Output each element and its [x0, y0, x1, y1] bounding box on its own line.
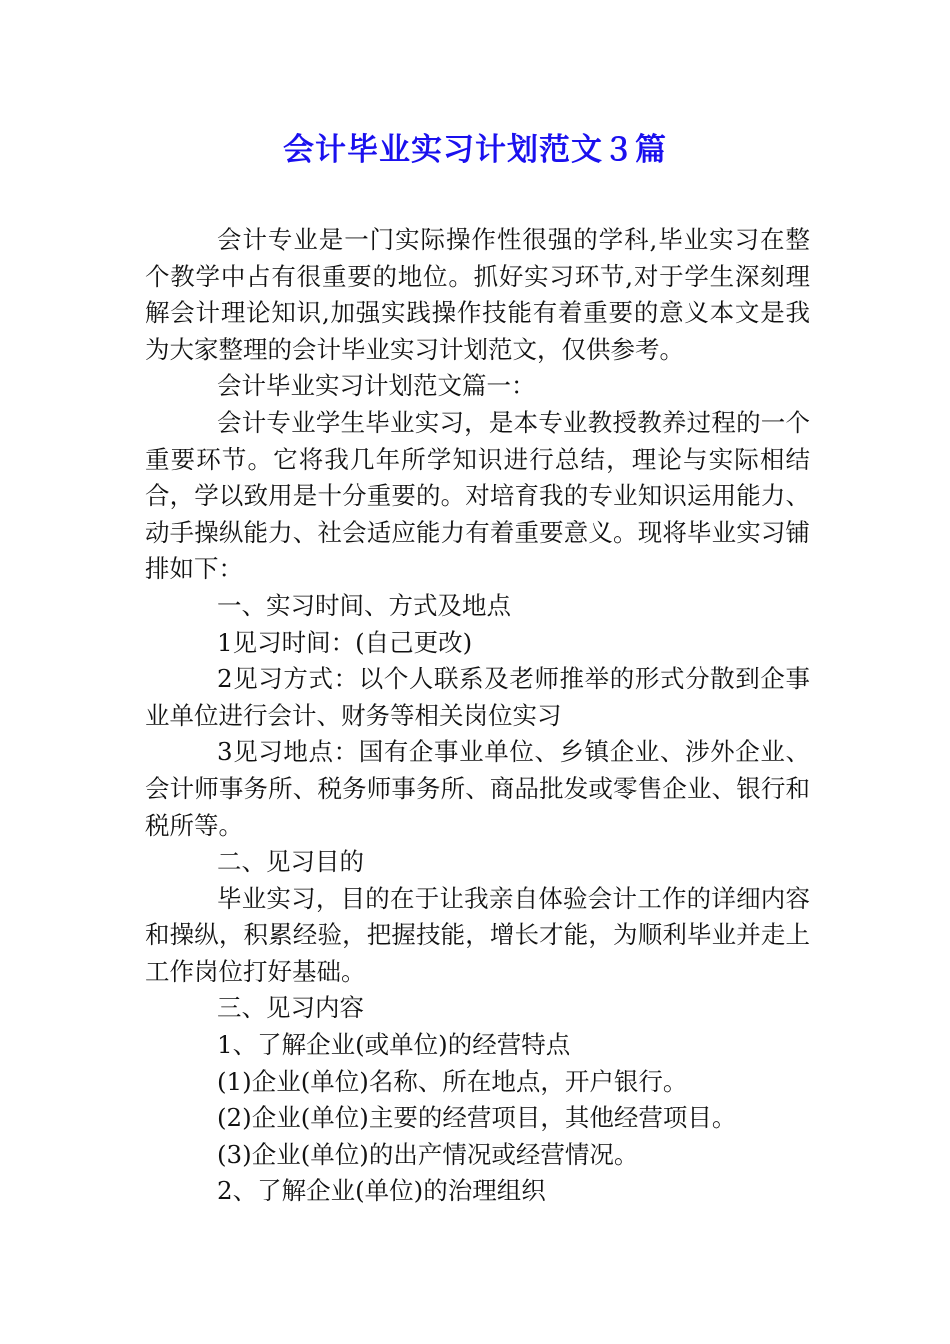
- heading-content: 三、见习内容: [217, 993, 364, 1023]
- paragraph-overview: 会计专业学生毕业实习，是本专业教授教养过程的一个重要环节。它将我几年所学知识进行总结，理论与实际相结合，学以致用是十分重要的。对培育我的专业知识运用能力、动手操纵能力、社会适应能力有着重要意义。现将毕业实习铺排如下：: [145, 407, 810, 584]
- document-title: 会计毕业实习计划范文３篇: [283, 132, 667, 168]
- sub-item-production-status: (3)企业(单位)的出产情况或经营情况。: [217, 1139, 639, 1169]
- paragraph-section-heading: 会计毕业实习计划范文篇一：: [217, 371, 536, 401]
- list-item-time: 1见习时间：(自己更改): [217, 627, 473, 657]
- paragraph-intro: 会计专业是一门实际操作性很强的学科,毕业实习在整个教学中占有很重要的地位。抓好实习环节,对于学生深刻理解会计理论知识,加强实践操作技能有着重要的意义本文是我为大家整理的会计毕业实习计划范文，仅供参考。: [145, 225, 810, 364]
- list-item-management-org: 2、了解企业(单位)的治理组织: [217, 1176, 546, 1206]
- heading-time-method-place: 一、实习时间、方式及地点: [217, 590, 511, 620]
- document-body: [145, 222, 810, 1210]
- sub-item-name-location: (1)企业(单位)名称、所在地点，开户银行。: [217, 1066, 688, 1096]
- paragraph-purpose: 毕业实习，目的在于让我亲自体验会计工作的详细内容和操纵，积累经验，把握技能，增长才能，为顺利毕业并走上工作岗位打好基础。: [145, 883, 810, 986]
- list-item-method: 2见习方式：以个人联系及老师推举的形式分散到企事业单位进行会计、财务等相关岗位实习: [145, 664, 810, 730]
- heading-purpose: 二、见习目的: [217, 847, 364, 877]
- sub-item-business-projects: (2)企业(单位)主要的经营项目，其他经营项目。: [217, 1103, 737, 1133]
- list-item-place: 3见习地点：国有企事业单位、乡镇企业、涉外企业、会计师事务所、税务师事务所、商品批发或零售企业、银行和税所等。: [145, 737, 810, 840]
- list-item-business-features: 1、了解企业(或单位)的经营特点: [217, 1030, 571, 1060]
